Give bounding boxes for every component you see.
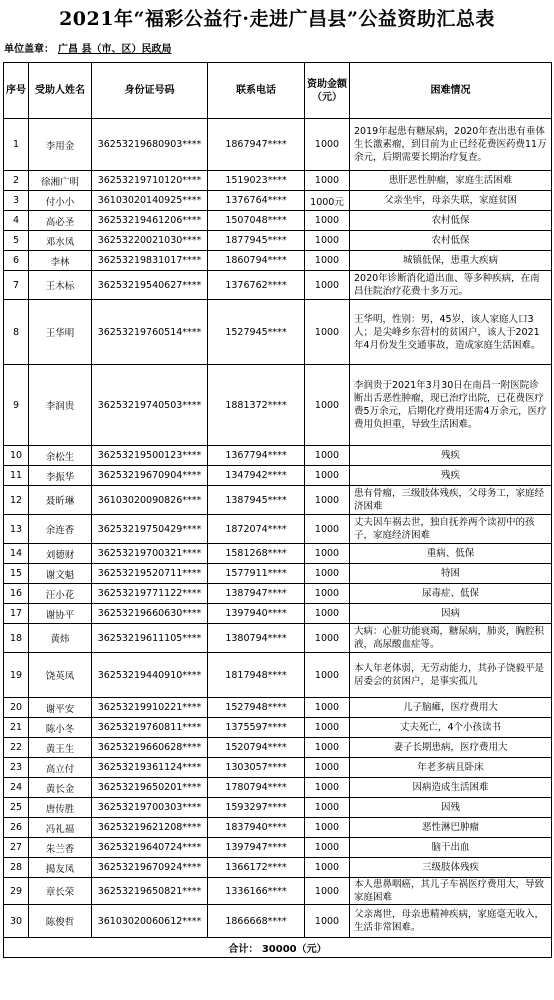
recipient-name: 聂昕琳 [29, 486, 92, 515]
row-number: 30 [4, 905, 29, 938]
table-row [4, 271, 552, 300]
id-number: 36253219831017**** [92, 251, 208, 271]
row-number: 8 [4, 300, 29, 365]
hardship-description: 2020年诊断消化道出血、等多种疾病，在南昌住院治疗花费十多万元。 [350, 271, 552, 300]
id-number: 36103020060612**** [92, 905, 208, 938]
recipient-name: 李润贵 [29, 365, 92, 446]
table-row [4, 718, 552, 738]
hardship-description: 城镇低保，患重大疾病 [350, 251, 552, 271]
hardship-description: 恶性淋巴肿瘤 [350, 818, 552, 838]
aid-amount: 1000 [305, 858, 350, 878]
recipient-name: 王木标 [29, 271, 92, 300]
id-number: 36253219760811**** [92, 718, 208, 738]
table-row [4, 858, 552, 878]
recipient-name: 冯礼福 [29, 818, 92, 838]
recipient-name: 黄炜 [29, 624, 92, 653]
page-title: 2021年“福彩公益行·走进广昌县”公益资助汇总表 [59, 8, 495, 30]
header-no: 序号 [4, 63, 29, 119]
row-number: 23 [4, 758, 29, 778]
hardship-description: 脑干出血 [350, 838, 552, 858]
table-row [4, 515, 552, 544]
hardship-description: 妻子长期患病，医疗费用大 [350, 738, 552, 758]
id-number: 36253219700321**** [92, 544, 208, 564]
row-number: 25 [4, 798, 29, 818]
table-row [4, 698, 552, 718]
row-number: 14 [4, 544, 29, 564]
row-number: 28 [4, 858, 29, 878]
table-row [4, 604, 552, 624]
hardship-description: 儿子脑瘫，医疗费用大 [350, 698, 552, 718]
recipient-name: 李振华 [29, 466, 92, 486]
hardship-description: 父亲离世，母亲患精神疾病，家庭毫无收入，生活非常困难。 [350, 905, 552, 938]
id-number: 36253219660630**** [92, 604, 208, 624]
phone-number: 1817948**** [208, 653, 305, 698]
table-row [4, 838, 552, 858]
row-number: 29 [4, 878, 29, 905]
id-number: 36253219500123**** [92, 446, 208, 466]
hardship-description: 丈夫死亡，4个小孩读书 [350, 718, 552, 738]
phone-number: 1872074**** [208, 515, 305, 544]
aid-amount: 1000 [305, 698, 350, 718]
id-number: 36253219670924**** [92, 858, 208, 878]
hardship-description: 本人年老体弱，无劳动能力，其孙子饶毅平是居委会的贫困户，是事实孤儿 [350, 653, 552, 698]
hardship-description: 患肝恶性肿瘤，家庭生活困难 [350, 171, 552, 191]
header-name: 受助人姓名 [29, 63, 92, 119]
id-number: 36253219440910**** [92, 653, 208, 698]
aid-amount: 1000 [305, 251, 350, 271]
row-number: 17 [4, 604, 29, 624]
id-number: 36253220021030**** [92, 231, 208, 251]
aid-amount: 1000 [305, 119, 350, 171]
table-row [4, 486, 552, 515]
table-row [4, 211, 552, 231]
row-number: 13 [4, 515, 29, 544]
table-row [4, 544, 552, 564]
phone-number: 1376764**** [208, 191, 305, 211]
recipient-name: 付小小 [29, 191, 92, 211]
row-number: 16 [4, 584, 29, 604]
id-number: 36253219611105**** [92, 624, 208, 653]
unit-label: 单位盖章： [4, 44, 54, 55]
hardship-description: 残疾 [350, 466, 552, 486]
phone-number: 1347942**** [208, 466, 305, 486]
row-number: 5 [4, 231, 29, 251]
id-number: 36253219750429**** [92, 515, 208, 544]
id-number: 36253219760514**** [92, 300, 208, 365]
table-row [4, 738, 552, 758]
id-number: 36253219540627**** [92, 271, 208, 300]
phone-number: 1387947**** [208, 584, 305, 604]
table-row [4, 300, 552, 365]
phone-number: 1837940**** [208, 818, 305, 838]
aid-amount: 1000 [305, 446, 350, 466]
recipient-name: 谢协平 [29, 604, 92, 624]
table-row [4, 466, 552, 486]
row-number: 21 [4, 718, 29, 738]
aid-amount: 1000 [305, 624, 350, 653]
aid-amount: 1000 [305, 798, 350, 818]
aid-amount: 1000 [305, 211, 350, 231]
phone-number: 1336166**** [208, 878, 305, 905]
header-phone: 联系电话 [208, 63, 305, 119]
table-row [4, 798, 552, 818]
phone-number: 1877945**** [208, 231, 305, 251]
row-number: 24 [4, 778, 29, 798]
table-row [4, 905, 552, 938]
row-number: 26 [4, 818, 29, 838]
row-number: 1 [4, 119, 29, 171]
table-row [4, 584, 552, 604]
id-number: 36253219461206**** [92, 211, 208, 231]
table-row [4, 231, 552, 251]
hardship-description: 父亲坐牢，母亲失联，家庭贫困 [350, 191, 552, 211]
phone-number: 1881372**** [208, 365, 305, 446]
table-row [4, 878, 552, 905]
recipient-name: 陈俊哲 [29, 905, 92, 938]
hardship-description: 残疾 [350, 446, 552, 466]
phone-number: 1375597**** [208, 718, 305, 738]
table-body [4, 119, 552, 938]
table-row [4, 564, 552, 584]
header-reason: 困难情况 [350, 63, 552, 119]
hardship-description: 丈夫因车祸去世，独自抚养两个读初中的孩子，家庭经济困难 [350, 515, 552, 544]
phone-number: 1366172**** [208, 858, 305, 878]
phone-number: 1581268**** [208, 544, 305, 564]
recipient-name: 汪小花 [29, 584, 92, 604]
aid-amount: 1000 [305, 171, 350, 191]
id-number: 36253219640724**** [92, 838, 208, 858]
id-number: 36253219680903**** [92, 119, 208, 171]
aid-amount: 1000 [305, 515, 350, 544]
table-row [4, 251, 552, 271]
recipient-name: 邓水凤 [29, 231, 92, 251]
table-header-row [4, 63, 552, 119]
hardship-description: 李润贵于2021年3月30日在南昌一附医院诊断出舌恶性肿瘤，现已治疗出院，已花费医疗费5万余元，后期化疗费用还需4万余元，医疗费用负担重，导致生活困难。 [350, 365, 552, 446]
aid-amount: 1000 [305, 905, 350, 938]
table-row [4, 365, 552, 446]
row-number: 2 [4, 171, 29, 191]
phone-number: 1780794**** [208, 778, 305, 798]
recipient-name: 刘德财 [29, 544, 92, 564]
aid-amount: 1000 [305, 584, 350, 604]
phone-number: 1397947**** [208, 838, 305, 858]
phone-number: 1397940**** [208, 604, 305, 624]
row-number: 4 [4, 211, 29, 231]
row-number: 6 [4, 251, 29, 271]
hardship-description: 大病：心脏功能衰竭，糖尿病，肺炎，胸腔积液，高尿酸血症等。 [350, 624, 552, 653]
table-row [4, 171, 552, 191]
id-number: 36253219740503**** [92, 365, 208, 446]
table-row [4, 446, 552, 466]
id-number: 36103020140925**** [92, 191, 208, 211]
aid-amount: 1000元 [305, 191, 350, 211]
aid-amount: 1000 [305, 544, 350, 564]
recipient-name: 谢文魁 [29, 564, 92, 584]
id-number: 36253219771122**** [92, 584, 208, 604]
aid-amount: 1000 [305, 486, 350, 515]
recipient-name: 王华明 [29, 300, 92, 365]
aid-amount: 1000 [305, 838, 350, 858]
phone-number: 1376762**** [208, 271, 305, 300]
aid-amount: 1000 [305, 365, 350, 446]
aid-amount: 1000 [305, 818, 350, 838]
hardship-description: 农村低保 [350, 211, 552, 231]
row-number: 15 [4, 564, 29, 584]
recipient-name: 朱兰香 [29, 838, 92, 858]
row-number: 22 [4, 738, 29, 758]
aid-amount: 1000 [305, 653, 350, 698]
phone-number: 1387945**** [208, 486, 305, 515]
recipient-name: 饶英凤 [29, 653, 92, 698]
aid-amount: 1000 [305, 738, 350, 758]
header-amount: 资助金额（元） [305, 63, 350, 119]
header-id: 身份证号码 [92, 63, 208, 119]
aid-amount: 1000 [305, 231, 350, 251]
phone-number: 1519023**** [208, 171, 305, 191]
phone-number: 1866668**** [208, 905, 305, 938]
aid-amount: 1000 [305, 758, 350, 778]
table-row [4, 758, 552, 778]
recipient-name: 黄长金 [29, 778, 92, 798]
recipient-name: 余松生 [29, 446, 92, 466]
table-row [4, 191, 552, 211]
row-number: 10 [4, 446, 29, 466]
unit-value: 广昌 县（市、区）民政局 [58, 44, 172, 55]
recipient-name: 徐湘广明 [29, 171, 92, 191]
aid-amount: 1000 [305, 778, 350, 798]
recipient-name: 谢平安 [29, 698, 92, 718]
recipient-name: 高必圣 [29, 211, 92, 231]
recipient-name: 高立付 [29, 758, 92, 778]
row-number: 9 [4, 365, 29, 446]
id-number: 36253219710120**** [92, 171, 208, 191]
aid-amount: 1000 [305, 604, 350, 624]
hardship-description: 患有骨瘤，三级肢体残疾，父母务工，家庭经济困难 [350, 486, 552, 515]
row-number: 11 [4, 466, 29, 486]
table-row [4, 818, 552, 838]
hardship-description: 因病造成生活困难 [350, 778, 552, 798]
id-number: 36253219660628**** [92, 738, 208, 758]
aid-amount: 1000 [305, 271, 350, 300]
id-number: 36253219520711**** [92, 564, 208, 584]
phone-number: 1527945**** [208, 300, 305, 365]
recipient-name: 黄王生 [29, 738, 92, 758]
table-row [4, 119, 552, 171]
row-number: 19 [4, 653, 29, 698]
row-number: 3 [4, 191, 29, 211]
phone-number: 1367794**** [208, 446, 305, 466]
recipient-name: 陈小冬 [29, 718, 92, 738]
hardship-description: 因残 [350, 798, 552, 818]
table-row [4, 653, 552, 698]
hardship-description: 因病 [350, 604, 552, 624]
row-number: 20 [4, 698, 29, 718]
total-row [4, 938, 552, 958]
id-number: 36253219621208**** [92, 818, 208, 838]
hardship-description: 重病、低保 [350, 544, 552, 564]
id-number: 36253219361124**** [92, 758, 208, 778]
id-number: 36253219650821**** [92, 878, 208, 905]
hardship-description: 三级肢体残疾 [350, 858, 552, 878]
row-number: 12 [4, 486, 29, 515]
aid-summary-table [3, 62, 552, 958]
phone-number: 1520794**** [208, 738, 305, 758]
phone-number: 1507048**** [208, 211, 305, 231]
row-number: 27 [4, 838, 29, 858]
recipient-name: 揭友凤 [29, 858, 92, 878]
phone-number: 1527948**** [208, 698, 305, 718]
hardship-description: 特困 [350, 564, 552, 584]
phone-number: 1867947**** [208, 119, 305, 171]
table-row [4, 624, 552, 653]
table-row [4, 778, 552, 798]
id-number: 36253219650201**** [92, 778, 208, 798]
recipient-name: 李林 [29, 251, 92, 271]
phone-number: 1860794**** [208, 251, 305, 271]
aid-amount: 1000 [305, 718, 350, 738]
total-cell: 合计： 30000（元） [4, 938, 552, 958]
recipient-name: 唐传胜 [29, 798, 92, 818]
hardship-description: 2019年起患有糖尿病，2020年查出患有垂体生长激素瘤，到目前为止已经花费医药费11万余元，后期需要长期治疗复查。 [350, 119, 552, 171]
unit-stamp-line [4, 42, 550, 58]
phone-number: 1303057**** [208, 758, 305, 778]
phone-number: 1593297**** [208, 798, 305, 818]
id-number: 36253219700303**** [92, 798, 208, 818]
aid-amount: 1000 [305, 564, 350, 584]
row-number: 7 [4, 271, 29, 300]
recipient-name: 余连香 [29, 515, 92, 544]
hardship-description: 王华明，性别：男，45岁，该人家庭人口3人；是尖峰乡东营村的贫困户，该人于2021年4月份发生交通事故，造成家庭生活困难。 [350, 300, 552, 365]
aid-amount: 1000 [305, 878, 350, 905]
id-number: 36253219910221**** [92, 698, 208, 718]
aid-amount: 1000 [305, 300, 350, 365]
aid-amount: 1000 [305, 466, 350, 486]
recipient-name: 李用金 [29, 119, 92, 171]
row-number: 18 [4, 624, 29, 653]
hardship-description: 本人患鼻咽癌，其儿子车祸医疗费用大，导致家庭困难 [350, 878, 552, 905]
id-number: 36253219670904**** [92, 466, 208, 486]
hardship-description: 年老多病且卧床 [350, 758, 552, 778]
id-number: 36103020090826**** [92, 486, 208, 515]
phone-number: 1577911**** [208, 564, 305, 584]
hardship-description: 农村低保 [350, 231, 552, 251]
phone-number: 1380794**** [208, 624, 305, 653]
recipient-name: 章长荣 [29, 878, 92, 905]
hardship-description: 尿毒症、低保 [350, 584, 552, 604]
